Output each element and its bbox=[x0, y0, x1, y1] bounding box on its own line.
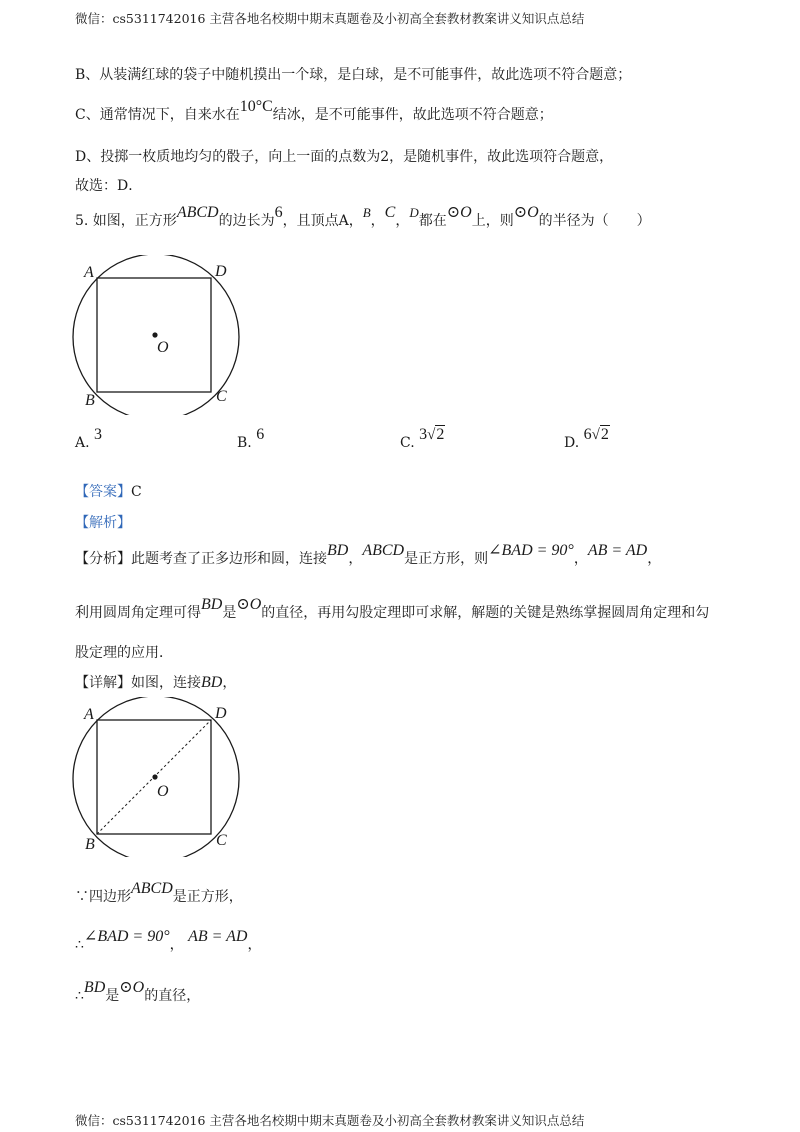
option-d-explanation: D、投掷一枚质地均匀的骰子，向上一面的点数为2，是随机事件，故此选项符合题意， bbox=[75, 149, 614, 165]
label-o: O bbox=[157, 339, 169, 356]
option-b-explanation: B、从装满红球的袋子中随机摸出一个球，是白球，是不可能事件，故此选项不符合题意； bbox=[75, 67, 632, 83]
proof-line-3: ∴BD是⊙O的直径， bbox=[75, 979, 201, 1004]
proof-line-2: ∴∠BAD = 90°， AB = AD， bbox=[75, 928, 262, 953]
question-5: 5. 如图，正方形ABCD的边长为6，且顶点A，B，C，D都在⊙O上，则⊙O的半径为（ ） bbox=[75, 204, 651, 229]
label-b: B bbox=[85, 836, 95, 853]
label-c: C bbox=[216, 388, 227, 405]
label-a: A bbox=[84, 706, 94, 723]
fenxi-line-2: 利用圆周角定理可得BD是⊙O的直径，再用勾股定理即可求解，解题的关键是熟练掌握圆周角定理和勾 bbox=[75, 596, 710, 621]
label-b: B bbox=[85, 392, 95, 409]
fenxi-line-1: 【分析】此题考查了正多边形和圆，连接BD，ABCD是正方形，则∠BAD = 90°，AB = AD， bbox=[75, 542, 662, 567]
label-o: O bbox=[157, 783, 169, 800]
center-point bbox=[152, 774, 157, 779]
xiangjie-line: 【详解】如图，连接BD， bbox=[75, 674, 237, 691]
label-a: A bbox=[84, 264, 94, 281]
option-c-explanation: C、通常情况下，自来水在10°C结冰，是不可能事件，故此选项不符合题意； bbox=[75, 98, 553, 123]
choice-d[interactable]: D. 6√2 bbox=[564, 426, 609, 451]
center-point bbox=[152, 332, 157, 337]
page-header: 微信：cs5311742016 主营各地名校期中期末真题卷及小初高全套教材教案讲义知识点总结 bbox=[75, 11, 585, 26]
figure-square-with-diagonal bbox=[70, 697, 250, 857]
answer-line bbox=[75, 481, 142, 501]
temperature: 10°C bbox=[239, 98, 273, 115]
answer-value: C bbox=[131, 484, 142, 500]
page-footer: 微信：cs5311742016 主营各地名校期中期末真题卷及小初高全套教材教案讲义知识点总结 bbox=[75, 1113, 585, 1128]
label-c: C bbox=[216, 832, 227, 849]
previous-choice: 故选：D． bbox=[75, 178, 143, 194]
proof-line-1: ∵四边形ABCD是正方形， bbox=[75, 880, 243, 905]
label-d: D bbox=[215, 263, 227, 280]
choice-a[interactable]: A. 3 bbox=[75, 426, 103, 451]
analysis-tag: 【解析】 bbox=[75, 515, 131, 531]
fenxi-line-3: 股定理的应用． bbox=[75, 645, 173, 661]
choice-b[interactable]: B. 6 bbox=[237, 426, 265, 451]
answer-tag: 【答案】 bbox=[75, 484, 131, 500]
figure-square-in-circle bbox=[70, 255, 250, 415]
label-d: D bbox=[215, 705, 227, 722]
choice-c[interactable]: C. 3√2 bbox=[400, 426, 445, 451]
